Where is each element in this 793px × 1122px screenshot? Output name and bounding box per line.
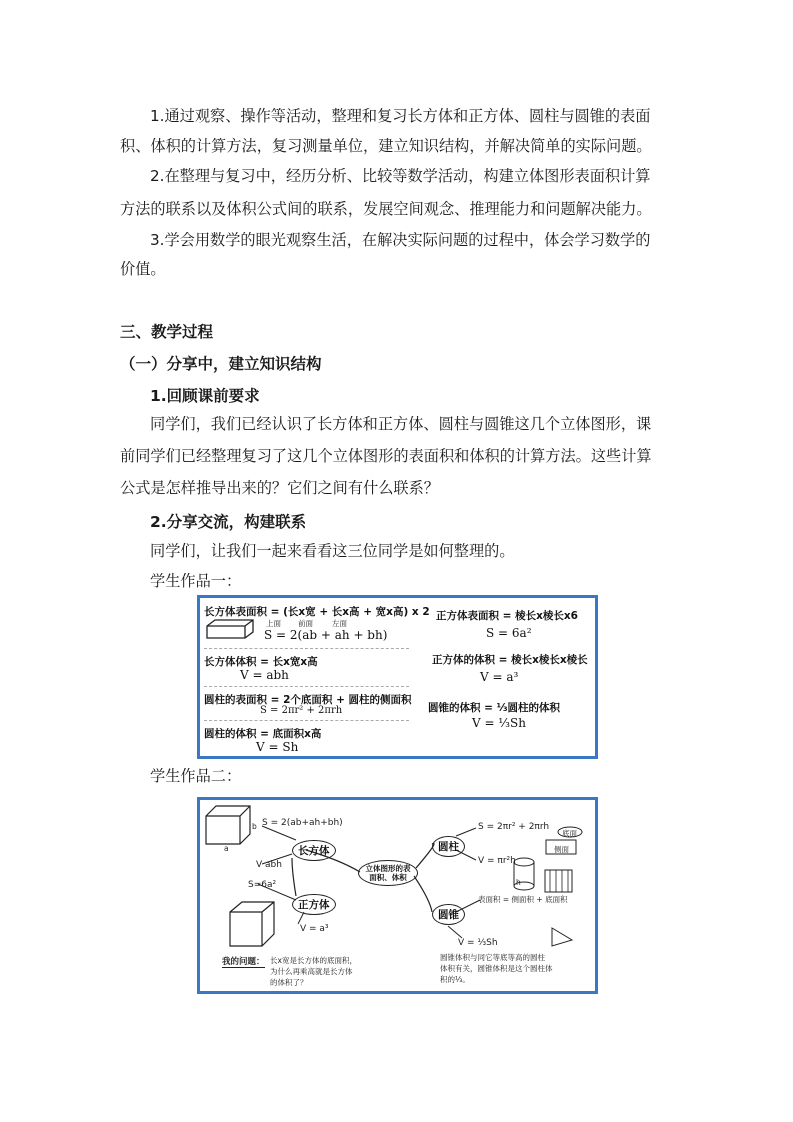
cone-note-line-2: 体积有关，圆锥体积是这个圆柱体 — [440, 964, 553, 973]
student-work-2-image — [197, 797, 598, 994]
student-work-1-label: 学生作品一： — [150, 572, 242, 590]
cone-volume-text: V = ⅓Sh — [458, 938, 498, 948]
cube-area-symbolic: S = 6a² — [486, 626, 532, 640]
cuboid-area-text: S = 2(ab+ah+bh) — [262, 818, 343, 828]
divider — [204, 648, 409, 649]
cube-area-formula: 正方体表面积 = 棱长x棱长x6 — [436, 610, 578, 622]
cuboid-volume-formula: 长方体体积 = 长x宽x高 — [204, 656, 318, 668]
label-side: 侧面 — [554, 845, 569, 854]
step-1-para-line-3: 公式是怎样推导出来的？它们之间有什么联系？ — [120, 479, 439, 497]
label-bottom-face: 上面 — [266, 619, 281, 628]
node-center: 立体图形的表面积、体积 — [358, 860, 418, 886]
node-cone: 圆锥 — [432, 904, 465, 925]
student-work-1-image — [197, 595, 598, 759]
cylinder-area-text: S = 2πr² + 2πrh — [478, 822, 550, 832]
goal-3-line-2: 价值。 — [120, 260, 166, 278]
cuboid-volume-symbolic: V = abh — [240, 668, 289, 682]
cuboid-area-symbolic: S = 2(ab + ah + bh) — [264, 628, 388, 642]
cone-note-line-1: 圆锥体积与同它等底等高的圆柱 — [440, 953, 545, 962]
goal-3-line-1: 3.学会用数学的眼光观察生活，在解决实际问题的过程中，体会学习数学的 — [150, 231, 651, 249]
question-line-2: 为什么再乘高就是长方体 — [270, 967, 353, 976]
divider — [204, 720, 409, 721]
label-h: h — [516, 878, 521, 887]
goal-1-line-2: 积、体积的计算方法，复习测量单位，建立知识结构，并解决简单的实际问题。 — [120, 137, 652, 155]
cylinder-volume-text: V = πr²h — [478, 856, 516, 866]
cube-area-text: S=6a² — [248, 880, 277, 890]
cylinder-area-formula: 圆柱的表面积 = 2个底面积 + 圆柱的侧面积 — [204, 694, 412, 706]
label-a: a — [224, 844, 229, 853]
label-b: b — [252, 822, 257, 831]
step-2-heading: 2.分享交流，构建联系 — [150, 513, 307, 531]
cuboid-volume-text: V abh — [256, 860, 282, 870]
section-title: 三、教学过程 — [120, 323, 214, 341]
cone-note-line-3: 积的⅓。 — [440, 975, 470, 984]
step-1-para-line-1: 同学们，我们已经认识了长方体和正方体、圆柱与圆锥这几个立体图形，课 — [150, 415, 652, 433]
step-1-para-line-2: 前同学们已经整理复习了这几个立体图形的表面积和体积的计算方法。这些计算 — [120, 447, 652, 465]
goal-2-line-1: 2.在整理与复习中，经历分析、比较等数学活动，构建立体图形表面积计算 — [150, 167, 651, 185]
node-cylinder: 圆柱 — [432, 836, 465, 857]
cylinder-volume-formula: 圆柱的体积 = 底面积x高 — [204, 728, 322, 740]
subsection-title: （一）分享中，建立知识结构 — [120, 355, 322, 373]
cube-volume-formula: 正方体的体积 = 棱长x棱长x棱长 — [432, 654, 588, 666]
node-cuboid: 长方体 — [292, 840, 336, 861]
step-2-para: 同学们，让我们一起来看看这三位同学是如何整理的。 — [150, 542, 515, 560]
label-left-face: 左面 — [332, 619, 347, 628]
cuboid-sketch-icon — [205, 618, 257, 642]
cube-volume-text: V = a³ — [300, 924, 329, 934]
question-line-1: 长x宽是长方体的底面积， — [270, 956, 357, 965]
label-base: 底面 — [562, 829, 577, 838]
goal-2-line-2: 方法的联系以及体积公式间的联系，发展空间观念、推理能力和问题解决能力。 — [120, 200, 652, 218]
cone-area-note: 表面积 = 侧面积 + 底面积 — [478, 895, 568, 904]
student-work-2-label: 学生作品二： — [150, 767, 242, 785]
cylinder-volume-symbolic: V = Sh — [256, 740, 299, 754]
cube-volume-symbolic: V = a³ — [480, 670, 519, 684]
goal-1-line-1: 1.通过观察、操作等活动，整理和复习长方体和正方体、圆柱与圆锥的表面 — [150, 107, 651, 125]
node-cube: 正方体 — [292, 894, 336, 915]
step-1-heading: 1.回顾课前要求 — [150, 387, 260, 405]
cylinder-area-symbolic: S = 2πr² + 2πrh — [260, 705, 343, 716]
cone-volume-symbolic: V = ⅓Sh — [472, 716, 526, 730]
cuboid-area-formula: 长方体表面积 = (长x宽 + 长x高 + 宽x高) x 2 — [204, 606, 430, 618]
question-title: 我的问题： — [222, 957, 265, 967]
cone-volume-formula: 圆锥的体积 = ⅓圆柱的体积 — [428, 702, 560, 714]
question-line-3: 的体积了？ — [270, 978, 308, 987]
divider — [204, 686, 409, 687]
label-front-face: 前面 — [298, 619, 313, 628]
